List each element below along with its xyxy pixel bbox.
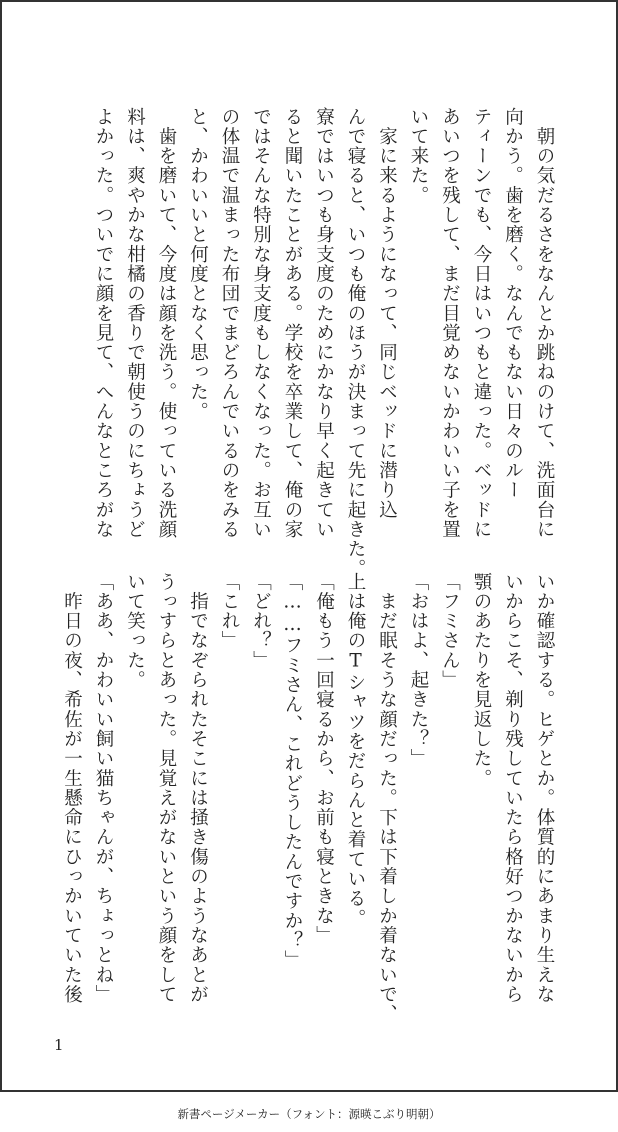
text-line: 「おはよ、起きた？」 <box>408 572 429 769</box>
text-column-top <box>88 107 561 579</box>
text-line: 家に来るようになって、同じベッドに潜り込 <box>376 107 398 520</box>
text-line: んで寝ると、いつも俺のほうが決まって先に起きた。 <box>345 107 366 579</box>
text-line: よかった。ついでに顔を見て、へんなところがな <box>93 107 114 540</box>
text-line: 歯を磨いて、今度は顔を洗う。使っている洗顔 <box>156 107 177 540</box>
text-line: 「どれ？」 <box>250 572 272 671</box>
text-line: ティーンでも、今日はいつもと違った。ベッドに <box>471 107 492 540</box>
page-number: 1 <box>54 1036 64 1054</box>
text-line: 「フミさん」 <box>439 572 461 690</box>
text-line: 向かう。歯を磨く。なんでもない日々のルー <box>502 107 524 500</box>
text-line: いか確認する。ヒゲとか。体質的にあまり生えな <box>534 572 555 1005</box>
text-line: ではそんな特別な身支度もしなくなった。お互い <box>250 107 272 540</box>
text-line: 朝の気だるさをなんとか跳ねのけて、洗面台に <box>534 107 555 540</box>
text-line: 「俺もう一回寝るから、お前も寝ときな」 <box>313 572 335 946</box>
text-line: 「……フミさん、これどうしたんですか？」 <box>282 572 303 970</box>
text-line: まだ眠そうな顔だった。下は下着しか着ないで、 <box>376 572 398 1024</box>
text-line: 昨日の夜、希佐が一生懸命にひっかいていた後 <box>61 572 83 1005</box>
text-line: 指でなぞられたそこには掻き傷のようなあとが <box>187 572 209 1005</box>
text-line: 「ああ、かわいい飼い猫ちゃんが、ちょっとね」 <box>93 572 114 1005</box>
text-line: あいつを残して、まだ目覚めないかわいい子を置 <box>439 107 461 540</box>
text-line: うっすらとあった。見覚えがないという顔をして <box>156 572 177 1005</box>
text-column-bottom <box>56 572 560 1024</box>
text-line: いからこそ、剃り残していたら格好つかないから <box>502 572 524 1005</box>
text-line: と、かわいいと何度となく思った。 <box>187 107 209 422</box>
text-line: いて来た。 <box>408 107 429 206</box>
text-line: いて笑った。 <box>124 572 146 690</box>
text-line: 「これ」 <box>219 572 240 651</box>
text-line: 顎のあたりを見返した。 <box>471 572 492 789</box>
text-line: の体温で温まった布団でまどろんでいるのをみる <box>219 107 240 540</box>
text-line: 料は、爽やかな柑橘の香りで朝使うのにちょうど <box>124 107 146 540</box>
text-line: ると聞いたことがある。学校を卒業して、俺の家 <box>282 107 303 540</box>
text-line: 寮ではいつも身支度のためにかなり早く起きてい <box>313 107 335 540</box>
footer-caption: 新書ページメーカー（フォント：源暎こぶり明朝） <box>177 1107 441 1121</box>
text-line: 上は俺のTシャツをだらんと着ている。 <box>345 572 366 929</box>
